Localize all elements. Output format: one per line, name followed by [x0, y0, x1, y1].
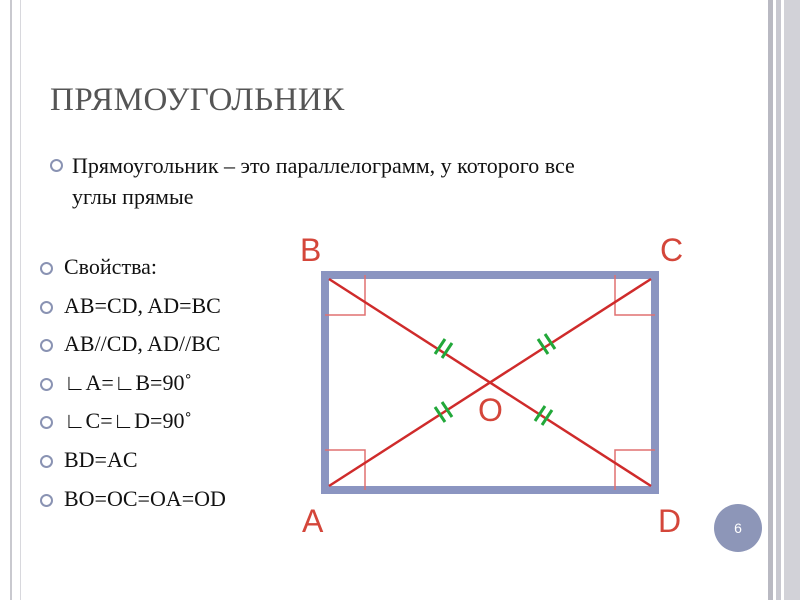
left-decor-line-thin [20, 0, 21, 600]
bullet-icon [50, 159, 63, 172]
rectangle-diagram [290, 225, 710, 545]
bullet-icon [40, 455, 53, 468]
properties-list [40, 252, 226, 522]
list-item [40, 329, 226, 368]
property-text: ∟A=∟B=90˚ [64, 369, 192, 395]
property-text: Свойства: [64, 254, 158, 279]
list-item [40, 406, 226, 445]
page-number-badge: 6 [714, 504, 762, 552]
list-item [40, 445, 226, 484]
bullet-icon [40, 378, 53, 391]
bullet-icon [40, 262, 53, 275]
bullet-icon [40, 416, 53, 429]
list-item [40, 252, 226, 291]
property-text: ∟C=∟D=90˚ [64, 408, 192, 434]
definition-item [50, 150, 590, 212]
bullet-icon [40, 339, 53, 352]
vertex-label-b: B [300, 232, 322, 268]
bullet-icon [40, 301, 53, 314]
slide-title: ПРЯМОУГОЛЬНИК [50, 82, 345, 118]
bullet-icon [40, 494, 53, 507]
list-item [40, 484, 226, 523]
property-text: AB//CD, AD//BC [64, 331, 221, 357]
right-decor-border [766, 0, 800, 600]
vertex-label-c: C [660, 232, 684, 268]
property-text: BO=OC=OA=OD [64, 485, 226, 511]
vertex-label-d: D [658, 503, 682, 539]
property-text: BD=AC [64, 446, 138, 472]
vertex-label-a: A [302, 503, 324, 539]
center-label-o: O [478, 392, 503, 428]
definition-text: Прямоугольник – это параллелограмм, у которого все углы прямые [72, 153, 575, 209]
list-item [40, 368, 226, 407]
property-text: AB=CD, AD=BC [64, 292, 221, 318]
list-item [40, 291, 226, 330]
left-decor-line [10, 0, 12, 600]
